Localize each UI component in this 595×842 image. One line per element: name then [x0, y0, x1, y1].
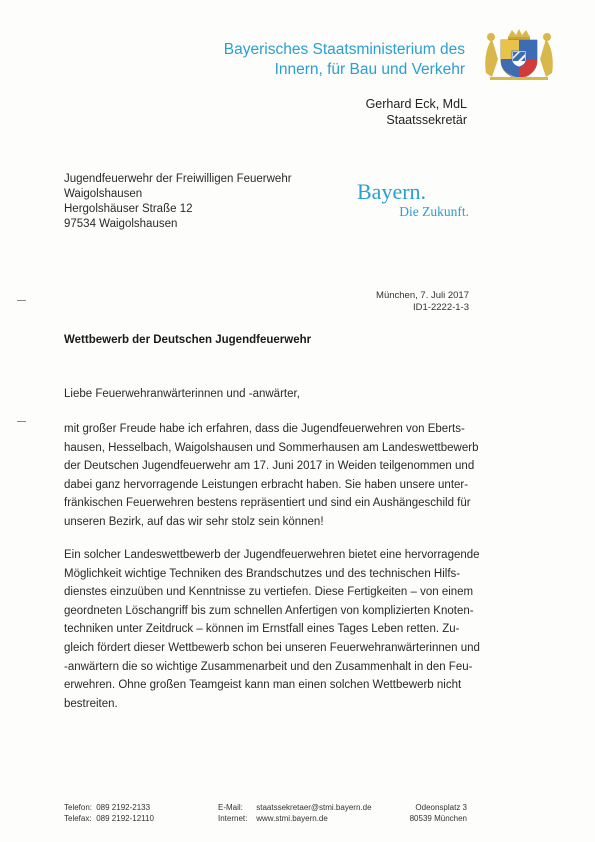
bavarian-coat-of-arms-icon: [482, 27, 556, 81]
website-link[interactable]: www.stmi.bayern.de: [256, 814, 328, 823]
footer-phone-fax: [64, 802, 154, 824]
recipient-line: Waigolshausen: [64, 188, 143, 200]
email-link[interactable]: staatssekretaer@stmi.bayern.de: [256, 803, 372, 812]
body-line: techniken unter Zeitdruck – können im Ernstfall eines Tages Leben retten. Zu-: [64, 623, 460, 636]
address-line: Odeonsplatz 3: [415, 803, 467, 812]
body-line: fränkischen Feuerwehren bestens repräsentiert und sind ein Aushängeschild für: [64, 497, 471, 510]
letter-date: München, 7. Juli 2017: [376, 290, 469, 301]
body-line: hausen, Hesselbach, Waigolshausen und Sommerhausen am Landeswettbewerb: [64, 441, 479, 454]
body-line: erwehren. Ohne großen Teamgeist kann man einen solchen Wettbewerb nicht: [64, 679, 462, 692]
reference-number: ID1-2222-1-3: [413, 302, 469, 313]
body-line: -anwärtern die so wichtige Zusammenarbeit und den Zusammenhalt in den Feu-: [64, 660, 473, 673]
fax-label: Telefax:: [64, 814, 92, 823]
ministry-name-line2: Innern, für Bau und Verkehr: [274, 61, 465, 78]
address-line: 80539 München: [409, 814, 467, 823]
official-name: Gerhard Eck, MdL: [365, 97, 467, 111]
body-line: Ein solcher Landeswettbewerb der Jugendfeuerwehren bietet eine hervorragende: [64, 549, 480, 561]
ministry-name-line1: Bayerisches Staatsministerium des: [223, 41, 465, 58]
brand-line1: Bayern.: [357, 179, 427, 204]
footer-address: [410, 802, 467, 824]
body-line: gleich fördert dieser Wettbewerb schon bei unseren Feuerwehranwärterinnen und: [64, 641, 480, 654]
letter-salutation: Liebe Feuerwehranwärterinnen und -anwärter,: [64, 388, 300, 400]
footer-email-internet: [218, 802, 372, 824]
recipient-line: Jugendfeuerwehr der Freiwilligen Feuerwehr: [64, 173, 292, 185]
body-line: bestreiten.: [64, 697, 118, 710]
internet-label: Internet:: [218, 814, 248, 823]
date-block: [376, 290, 469, 314]
phone-value: 089 2192-2133: [96, 803, 151, 812]
body-line: der Deutschen Jugendfeuerwehr am 17. Juni 2017 in Weiden teilgenommen und: [64, 460, 475, 473]
fold-mark: [17, 300, 26, 301]
body-line: Möglichkeit wichtige Techniken des Brandschutzes und des technischen Hilfs-: [64, 567, 461, 580]
recipient-line: Hergolshäuser Straße 12: [64, 203, 193, 215]
body-line: mit großer Freude habe ich erfahren, dass die Jugendfeuerwehren von Eberts-: [64, 423, 465, 435]
phone-label: Telefon:: [64, 803, 93, 812]
ministry-name: [224, 40, 465, 80]
body-line: dabei ganz hervorragende Leistungen erbracht haben. Sie haben unsere unter-: [64, 478, 469, 491]
email-label: E-Mail:: [218, 803, 243, 812]
recipient-address: [64, 172, 292, 232]
body-line: geordneten Löschangriff bis zum schnellen Anfertigen von komplizierten Knoten-: [64, 604, 474, 617]
body-paragraph-2: [64, 546, 480, 713]
bayern-brand-logo: [357, 180, 477, 220]
official-block: [366, 96, 467, 128]
official-title: Staatssekretär: [386, 113, 467, 127]
brand-line2: Die Zukunft.: [399, 204, 469, 219]
body-line: dienstes einzuüben und Kenntnisse zu vertiefen. Diese Fertigkeiten – von einem: [64, 586, 474, 599]
letter-subject: Wettbewerb der Deutschen Jugendfeuerwehr: [64, 334, 312, 346]
fax-value: 089 2192-12110: [96, 814, 154, 823]
body-paragraph-1: [64, 420, 479, 532]
body-line: unseren Bezirk, auf das wir sehr stolz sein können!: [64, 515, 324, 528]
punch-mark: [17, 421, 26, 422]
recipient-line: 97534 Waigolshausen: [64, 218, 178, 230]
